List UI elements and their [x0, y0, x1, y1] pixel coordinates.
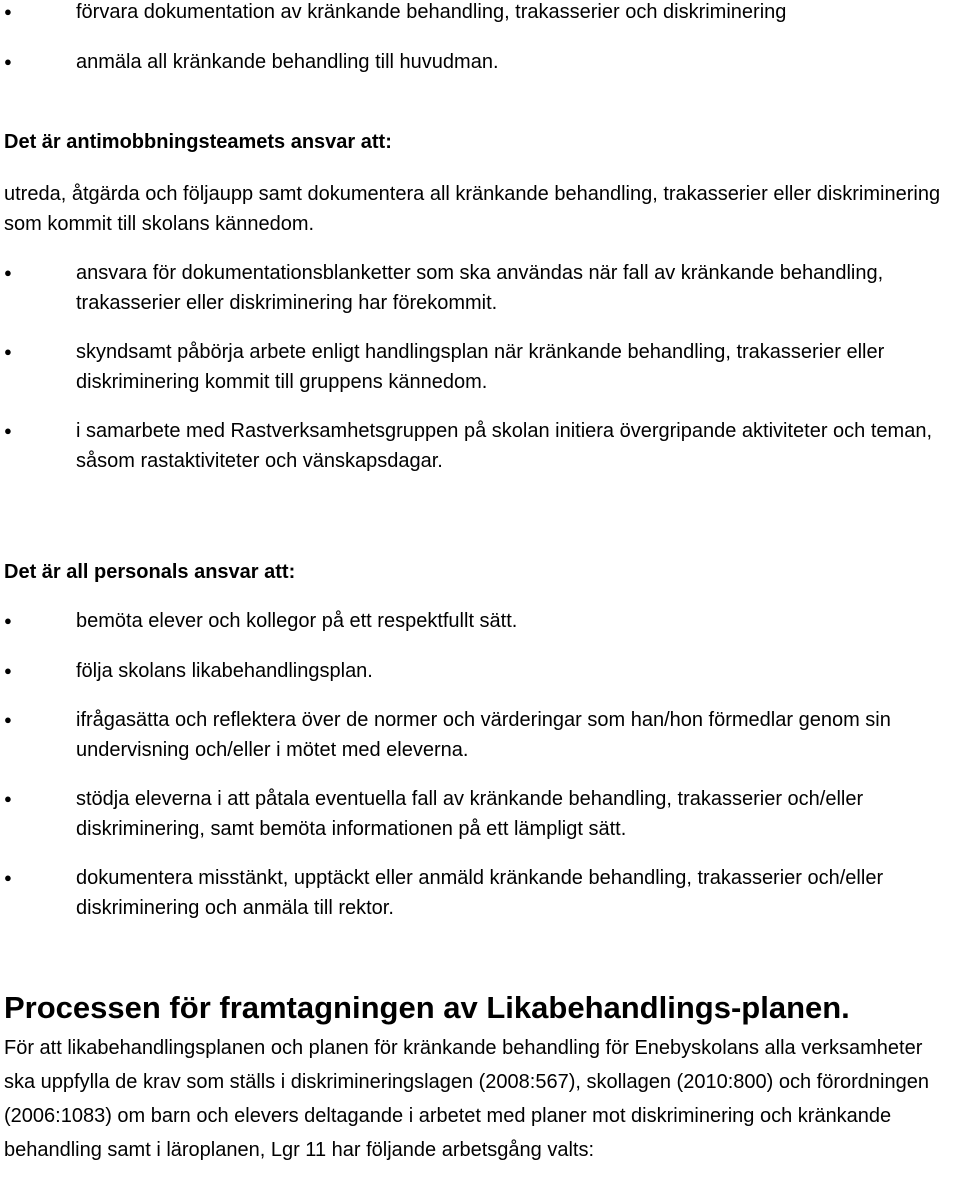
staff-heading: Det är all personals ansvar att:: [4, 561, 296, 583]
list-item: ● bemöta elever och kollegor på ett respektfullt sätt.: [4, 606, 956, 636]
team-intro: utreda, åtgärda och följaupp samt dokumentera all kränkande behandling, trakasserier eller diskriminering som kommit till skolans kännedom.: [4, 183, 941, 235]
team-responsibility-list: [4, 258, 956, 476]
team-heading: Det är antimobbningsteamets ansvar att:: [4, 131, 392, 153]
process-body: För att likabehandlingsplanen och planen för kränkande behandling för Enebyskolans alla verksamheter ska uppfylla de krav som ställs i diskrimineringslagen (2008:567), skollagen (2010:800) och förordningen (2006:1083) om barn och elevers deltagande i arbetet med planer mot diskriminering och kränkande behandling samt i läroplanen, Lgr 11 har följande arbetsgång valts:: [4, 1037, 929, 1161]
list-item: ● följa skolans likabehandlingsplan.: [4, 656, 956, 686]
list-item: ● dokumentera misstänkt, upptäckt eller anmäld kränkande behandling, trakasserier och/eller diskriminering och anmäla till rektor.: [4, 863, 956, 923]
document-page: [4, 0, 956, 1167]
list-item: ● anmäla all kränkande behandling till huvudman.: [4, 47, 956, 77]
top-bullet-list: [4, 0, 956, 77]
process-title: Processen för framtagningen av Likabehandlings-planen.: [4, 990, 850, 1025]
list-item: ● stödja eleverna i att påtala eventuella fall av kränkande behandling, trakasserier och/eller diskriminering, samt bemöta informationen på ett lämpligt sätt.: [4, 784, 956, 844]
staff-responsibility-list: [4, 606, 956, 923]
list-item: ● förvara dokumentation av kränkande behandling, trakasserier och diskriminering: [4, 0, 956, 27]
list-item: ● ansvara för dokumentationsblanketter som ska användas när fall av kränkande behandling, trakasserier eller diskriminering har förekommit.: [4, 258, 956, 318]
list-item: ● ifrågasätta och reflektera över de normer och värderingar som han/hon förmedlar genom sin undervisning och/eller i mötet med eleverna.: [4, 705, 956, 765]
list-item: ● i samarbete med Rastverksamhetsgruppen på skolan initiera övergripande aktiviteter och teman, såsom rastaktiviteter och vänskapsdagar.: [4, 416, 956, 476]
list-item: ● skyndsamt påbörja arbete enligt handlingsplan när kränkande behandling, trakasserier eller diskriminering kommit till gruppens kännedom.: [4, 337, 956, 397]
